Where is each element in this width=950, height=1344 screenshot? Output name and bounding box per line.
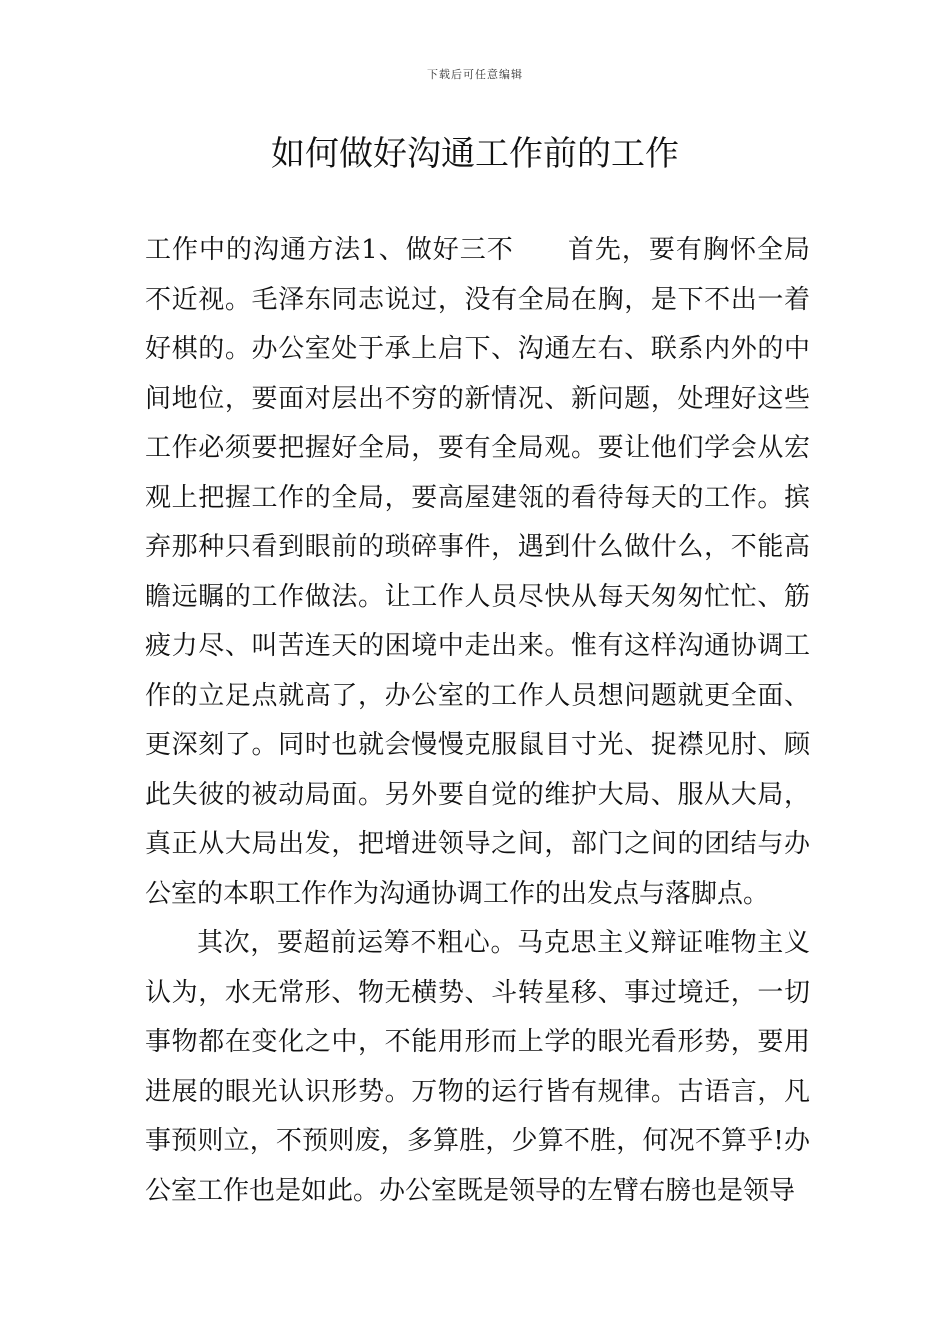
header-note: 下载后可任意编辑 xyxy=(427,68,523,81)
paragraph-2: 其次，要超前运筹不粗心。马克思主义辩证唯物主义认为，水无常形、物无横势、斗转星移、事过境迁，一切事物都在变化之中，不能用形而上学的眼光看形势，要用进展的眼光认识形势。万物的运行皆有规律。古语言，凡事预则立，不预则废，多算胜，少算不胜，何况不算乎!办公室工作也是如此。办公室既是领导的左臂右膀也是领导 xyxy=(145,928,810,1206)
document-title: 如何做好沟通工作前的工作 xyxy=(271,134,679,174)
paragraph-1: 工作中的沟通方法1、做好三不 首先，要有胸怀全局不近视。毛泽东同志说过，没有全局在胸，是下不出一着好棋的。办公室处于承上启下、沟通左右、联系内外的中间地位，要面对层出不穷的新情况、新问题，处理好这些工作必须要把握好全局，要有全局观。要让他们学会从宏观上把握工作的全局，要高屋建瓴的看待每天的工作。摈弃那种只看到眼前的琐碎事件，遇到什么做什么，不能高瞻远瞩的工作做法。让工作人员尽快从每天匆匆忙忙、筋疲力尽、叫苦连天的困境中走出来。惟有这样沟通协调工作的立足点就高了，办公室的工作人员想问题就更全面、更深刻了。同时也就会慢慢克服鼠目寸光、捉襟见肘、顾此失彼的被动局面。另外要自觉的维护大局、服从大局，真正从大局出发，把增进领导之间，部门之间的团结与办公室的本职工作作为沟通协调工作的出发点与落脚点。 xyxy=(145,235,810,909)
document-body xyxy=(145,226,810,1216)
